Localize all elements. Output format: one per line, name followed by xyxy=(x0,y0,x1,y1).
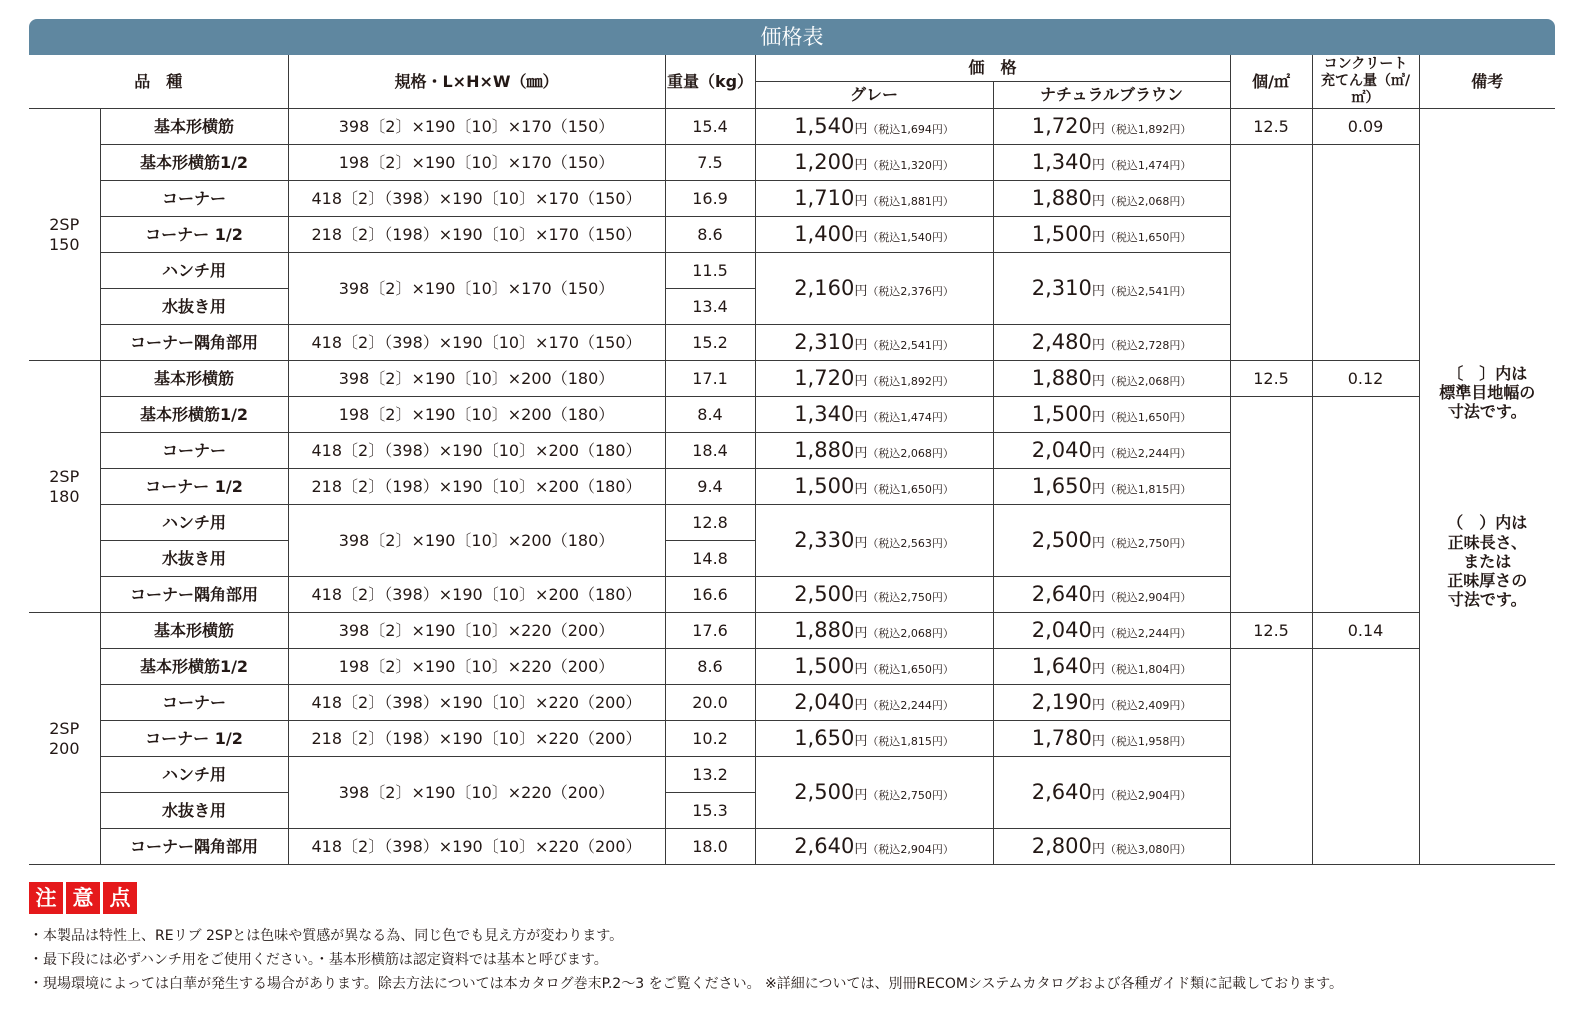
price-brown xyxy=(993,649,1230,685)
spec-cell: 418〔2〕（398）×190〔10〕×220（200） xyxy=(288,685,665,721)
table-row xyxy=(29,649,1555,685)
price-unit: 円 xyxy=(1091,373,1105,389)
fill-amount-empty xyxy=(1312,649,1419,865)
price-tax-included: （税込1,892円） xyxy=(867,374,954,388)
per-m2-cell: 12.5 xyxy=(1230,109,1312,145)
price-brown xyxy=(993,361,1230,397)
spec-cell: 218〔2〕（198）×190〔10〕×170（150） xyxy=(288,217,665,253)
price-tax-included: （税込1,474円） xyxy=(867,410,954,424)
price-gray xyxy=(755,433,993,469)
weight-cell: 10.2 xyxy=(665,721,755,757)
price-value: 1,780 xyxy=(1031,725,1092,750)
price-value: 2,800 xyxy=(1031,833,1092,858)
price-value: 2,310 xyxy=(1031,275,1092,300)
price-brown xyxy=(993,181,1230,217)
spec-cell: 198〔2〕×190〔10〕×200（180） xyxy=(288,397,665,433)
price-gray xyxy=(755,505,993,577)
price-value: 1,500 xyxy=(794,653,855,678)
price-tax-included: （税込2,750円） xyxy=(867,590,954,604)
price-unit: 円 xyxy=(854,157,868,173)
weight-cell: 20.0 xyxy=(665,685,755,721)
price-tax-included: （税込2,409円） xyxy=(1104,698,1192,712)
price-value: 2,640 xyxy=(1031,581,1092,606)
price-value: 1,650 xyxy=(794,725,855,750)
weight-cell: 13.4 xyxy=(665,289,755,325)
price-value: 1,710 xyxy=(794,185,855,210)
price-tax-included: （税込2,904円） xyxy=(1104,788,1192,802)
spec-cell: 418〔2〕（398）×190〔10〕×200（180） xyxy=(288,433,665,469)
table-row xyxy=(29,397,1555,433)
price-value: 2,190 xyxy=(1031,689,1092,714)
price-value: 2,160 xyxy=(794,275,855,300)
price-unit: 円 xyxy=(854,661,868,677)
price-brown xyxy=(993,109,1230,145)
price-value: 1,880 xyxy=(1031,185,1092,210)
product-name: コーナー 1/2 xyxy=(100,721,288,757)
price-gray xyxy=(755,361,993,397)
weight-cell: 8.6 xyxy=(665,217,755,253)
price-unit: 円 xyxy=(854,481,868,497)
header-brown: ナチュラルブラウン xyxy=(993,82,1230,109)
weight-cell: 18.0 xyxy=(665,829,755,865)
note-line: ・最下段には必ずハンチ用をご使用ください。・基本形横筋は認定資料では基本と呼びます。 xyxy=(29,952,608,968)
price-unit: 円 xyxy=(1091,337,1105,353)
product-name: コーナー 1/2 xyxy=(100,217,288,253)
price-unit: 円 xyxy=(1091,121,1105,137)
price-unit: 円 xyxy=(1091,841,1105,857)
price-tax-included: （税込1,650円） xyxy=(1104,230,1192,244)
price-tax-included: （税込2,244円） xyxy=(1104,626,1192,640)
note-line: ・現場環境によっては白華が発生する場合があります。除去方法については本カタログ巻末P.2〜3 をご覧ください。 ※詳細については、別冊RECOMシステムカタログおよび各種ガイド類に記載しております。 xyxy=(29,976,1343,992)
per-m2-cell: 12.5 xyxy=(1230,361,1312,397)
price-value: 1,500 xyxy=(1031,221,1092,246)
price-value: 2,640 xyxy=(794,833,855,858)
price-value: 2,500 xyxy=(794,581,855,606)
remarks-cell xyxy=(1419,109,1555,865)
price-gray xyxy=(755,181,993,217)
price-tax-included: （税込2,068円） xyxy=(1104,194,1192,208)
price-tax-included: （税込1,474円） xyxy=(1104,158,1192,172)
product-group-size: 150 xyxy=(48,234,80,254)
price-unit: 円 xyxy=(854,625,868,641)
remarks-line: 正味厚さの xyxy=(1447,570,1528,590)
price-tax-included: （税込2,244円） xyxy=(1104,446,1192,460)
price-value: 1,400 xyxy=(794,221,855,246)
price-value: 1,720 xyxy=(794,365,855,390)
weight-cell: 11.5 xyxy=(665,253,755,289)
caution-char: 意 xyxy=(66,882,100,914)
weight-cell: 17.1 xyxy=(665,361,755,397)
price-value: 2,480 xyxy=(1031,329,1092,354)
table-row xyxy=(29,613,1555,649)
price-unit: 円 xyxy=(854,787,868,803)
price-unit: 円 xyxy=(854,121,868,137)
price-value: 1,720 xyxy=(1031,113,1092,138)
note-line: ・本製品は特性上、REリブ 2SPとは色味や質感が異なる為、同じ色でも見え方が変わります。 xyxy=(29,928,624,944)
price-tax-included: （税込1,804円） xyxy=(1104,662,1192,676)
weight-cell: 8.6 xyxy=(665,649,755,685)
table-row xyxy=(29,145,1555,181)
price-tax-included: （税込2,750円） xyxy=(867,788,954,802)
price-gray xyxy=(755,757,993,829)
product-group xyxy=(29,361,100,613)
price-unit: 円 xyxy=(1091,409,1105,425)
price-tax-included: （税込2,541円） xyxy=(1104,284,1192,298)
price-tax-included: （税込1,815円） xyxy=(1104,482,1192,496)
spec-cell: 198〔2〕×190〔10〕×220（200） xyxy=(288,649,665,685)
price-unit: 円 xyxy=(854,445,868,461)
spec-cell: 418〔2〕（398）×190〔10〕×220（200） xyxy=(288,829,665,865)
price-brown xyxy=(993,145,1230,181)
price-value: 1,880 xyxy=(794,437,855,462)
price-value: 1,880 xyxy=(1031,365,1092,390)
price-unit: 円 xyxy=(1091,733,1105,749)
price-value: 1,880 xyxy=(794,617,855,642)
product-name: 水抜き用 xyxy=(100,289,288,325)
price-unit: 円 xyxy=(854,283,868,299)
price-unit: 円 xyxy=(854,733,868,749)
price-gray xyxy=(755,685,993,721)
price-tax-included: （税込1,892円） xyxy=(1104,122,1192,136)
price-unit: 円 xyxy=(1091,625,1105,641)
product-name: コーナー隅角部用 xyxy=(100,829,288,865)
price-brown xyxy=(993,505,1230,577)
weight-cell: 14.8 xyxy=(665,541,755,577)
price-unit: 円 xyxy=(854,229,868,245)
product-name: ハンチ用 xyxy=(100,757,288,793)
price-tax-included: （税込1,881円） xyxy=(867,194,954,208)
price-brown xyxy=(993,613,1230,649)
notes-list xyxy=(29,924,1549,996)
product-name: 基本形横筋1/2 xyxy=(100,397,288,433)
price-gray xyxy=(755,613,993,649)
product-name: 水抜き用 xyxy=(100,793,288,829)
header-remarks: 備考 xyxy=(1419,55,1555,109)
weight-cell: 16.9 xyxy=(665,181,755,217)
price-brown xyxy=(993,685,1230,721)
product-name: 基本形横筋 xyxy=(100,613,288,649)
price-tax-included: （税込3,080円） xyxy=(1104,842,1192,856)
price-table-body xyxy=(29,109,1555,865)
remarks-line: 寸法です。 xyxy=(1447,590,1527,610)
product-name: 基本形横筋 xyxy=(100,361,288,397)
price-tax-included: （税込2,750円） xyxy=(1104,536,1192,550)
weight-cell: 9.4 xyxy=(665,469,755,505)
fill-amount-cell: 0.14 xyxy=(1312,613,1419,649)
price-tax-included: （税込2,068円） xyxy=(1104,374,1192,388)
weight-cell: 13.2 xyxy=(665,757,755,793)
product-name: コーナー 1/2 xyxy=(100,469,288,505)
price-table-title: 価格表 xyxy=(29,19,1555,55)
per-m2-empty xyxy=(1230,397,1312,613)
price-unit: 円 xyxy=(1091,661,1105,677)
fill-amount-cell: 0.12 xyxy=(1312,361,1419,397)
product-name: コーナー xyxy=(100,433,288,469)
price-brown xyxy=(993,397,1230,433)
price-value: 2,500 xyxy=(1031,527,1092,552)
price-unit: 円 xyxy=(854,697,868,713)
fill-amount-empty xyxy=(1312,397,1419,613)
price-table xyxy=(29,55,1555,865)
price-value: 2,500 xyxy=(794,779,855,804)
price-gray xyxy=(755,109,993,145)
price-unit: 円 xyxy=(854,337,868,353)
price-unit: 円 xyxy=(1091,229,1105,245)
price-gray xyxy=(755,829,993,865)
price-value: 1,640 xyxy=(1031,653,1092,678)
price-tax-included: （税込2,904円） xyxy=(867,842,954,856)
spec-cell: 418〔2〕（398）×190〔10〕×200（180） xyxy=(288,577,665,613)
remarks-note-joint xyxy=(1420,364,1556,422)
price-unit: 円 xyxy=(854,373,868,389)
product-group-size: 200 xyxy=(48,738,80,758)
price-brown xyxy=(993,325,1230,361)
price-unit: 円 xyxy=(1091,697,1105,713)
price-unit: 円 xyxy=(1091,445,1105,461)
remarks-line: または xyxy=(1463,551,1512,571)
table-row xyxy=(29,109,1555,145)
price-brown xyxy=(993,721,1230,757)
price-gray xyxy=(755,721,993,757)
caution-char: 点 xyxy=(103,882,137,914)
spec-cell: 218〔2〕（198）×190〔10〕×220（200） xyxy=(288,721,665,757)
header-spec: 規格・L×H×W（㎜） xyxy=(288,55,665,109)
weight-cell: 7.5 xyxy=(665,145,755,181)
header-gray: グレー xyxy=(755,82,993,109)
header-price: 価 格 xyxy=(755,55,1230,82)
price-tax-included: （税込1,694円） xyxy=(867,122,954,136)
header-type: 品 種 xyxy=(29,55,288,109)
caution-char: 注 xyxy=(29,882,63,914)
price-brown xyxy=(993,253,1230,325)
header-fill-line1: コンクリート xyxy=(1323,56,1408,73)
price-value: 2,040 xyxy=(794,689,855,714)
price-value: 2,330 xyxy=(794,527,855,552)
price-brown xyxy=(993,757,1230,829)
weight-cell: 15.4 xyxy=(665,109,755,145)
price-tax-included: （税込1,650円） xyxy=(867,482,954,496)
per-m2-empty xyxy=(1230,649,1312,865)
price-value: 1,200 xyxy=(794,149,855,174)
price-brown xyxy=(993,217,1230,253)
price-tax-included: （税込1,958円） xyxy=(1104,734,1192,748)
price-value: 1,340 xyxy=(794,401,855,426)
product-name: 基本形横筋1/2 xyxy=(100,145,288,181)
price-brown xyxy=(993,433,1230,469)
product-name: コーナー隅角部用 xyxy=(100,325,288,361)
remarks-note-net xyxy=(1420,513,1556,609)
spec-cell: 218〔2〕（198）×190〔10〕×200（180） xyxy=(288,469,665,505)
spec-cell: 398〔2〕×190〔10〕×170（150） xyxy=(288,253,665,325)
price-gray xyxy=(755,145,993,181)
spec-cell: 418〔2〕（398）×190〔10〕×170（150） xyxy=(288,325,665,361)
price-gray xyxy=(755,469,993,505)
price-tax-included: （税込2,068円） xyxy=(867,626,954,640)
header-per-m2: 個/㎡ xyxy=(1230,55,1312,109)
price-unit: 円 xyxy=(1091,283,1105,299)
header-weight: 重量（kg） xyxy=(665,55,755,109)
price-unit: 円 xyxy=(854,409,868,425)
product-group-name: 2SP xyxy=(49,467,80,487)
price-unit: 円 xyxy=(854,841,868,857)
price-unit: 円 xyxy=(1091,157,1105,173)
caution-label xyxy=(29,882,137,914)
header-fill xyxy=(1312,55,1419,109)
product-group-size: 180 xyxy=(48,486,80,506)
weight-cell: 16.6 xyxy=(665,577,755,613)
table-row xyxy=(29,361,1555,397)
remarks-line: 〔 〕内は xyxy=(1447,363,1528,383)
product-group-name: 2SP xyxy=(49,719,80,739)
per-m2-cell: 12.5 xyxy=(1230,613,1312,649)
price-brown xyxy=(993,469,1230,505)
product-group xyxy=(29,613,100,865)
product-group-name: 2SP xyxy=(49,215,80,235)
weight-cell: 18.4 xyxy=(665,433,755,469)
weight-cell: 8.4 xyxy=(665,397,755,433)
price-value: 2,040 xyxy=(1031,437,1092,462)
product-name: ハンチ用 xyxy=(100,253,288,289)
spec-cell: 398〔2〕×190〔10〕×200（180） xyxy=(288,505,665,577)
price-unit: 円 xyxy=(854,589,868,605)
fill-amount-cell: 0.09 xyxy=(1312,109,1419,145)
weight-cell: 17.6 xyxy=(665,613,755,649)
price-value: 2,040 xyxy=(1031,617,1092,642)
price-unit: 円 xyxy=(1091,193,1105,209)
price-value: 1,500 xyxy=(1031,401,1092,426)
product-name: コーナー xyxy=(100,181,288,217)
price-tax-included: （税込2,728円） xyxy=(1104,338,1192,352)
price-tax-included: （税込2,541円） xyxy=(867,338,954,352)
product-name: 水抜き用 xyxy=(100,541,288,577)
price-gray xyxy=(755,577,993,613)
header-fill-line2: 充てん量（㎥/㎡） xyxy=(1320,73,1411,106)
price-gray xyxy=(755,217,993,253)
product-name: 基本形横筋 xyxy=(100,109,288,145)
price-gray xyxy=(755,397,993,433)
remarks-line: 正味長さ、 xyxy=(1447,532,1527,552)
price-value: 2,640 xyxy=(1031,779,1092,804)
remarks-line: 標準目地幅の xyxy=(1439,382,1536,402)
product-group xyxy=(29,109,100,361)
price-value: 1,340 xyxy=(1031,149,1092,174)
price-value: 1,500 xyxy=(794,473,855,498)
price-gray xyxy=(755,325,993,361)
price-unit: 円 xyxy=(1091,535,1105,551)
product-name: ハンチ用 xyxy=(100,505,288,541)
spec-cell: 398〔2〕×190〔10〕×220（200） xyxy=(288,613,665,649)
price-brown xyxy=(993,577,1230,613)
spec-cell: 398〔2〕×190〔10〕×220（200） xyxy=(288,757,665,829)
weight-cell: 15.3 xyxy=(665,793,755,829)
price-unit: 円 xyxy=(1091,589,1105,605)
weight-cell: 15.2 xyxy=(665,325,755,361)
spec-cell: 398〔2〕×190〔10〕×170（150） xyxy=(288,109,665,145)
price-unit: 円 xyxy=(854,193,868,209)
product-name: 基本形横筋1/2 xyxy=(100,649,288,685)
product-name: コーナー xyxy=(100,685,288,721)
price-unit: 円 xyxy=(1091,481,1105,497)
spec-cell: 398〔2〕×190〔10〕×200（180） xyxy=(288,361,665,397)
remarks-line: 寸法です。 xyxy=(1447,402,1527,422)
price-value: 1,540 xyxy=(794,113,855,138)
remarks-line: （ ）内は xyxy=(1447,513,1528,533)
price-tax-included: （税込1,540円） xyxy=(867,230,954,244)
spec-cell: 198〔2〕×190〔10〕×170（150） xyxy=(288,145,665,181)
price-tax-included: （税込1,650円） xyxy=(867,662,954,676)
price-unit: 円 xyxy=(854,535,868,551)
price-tax-included: （税込2,068円） xyxy=(867,446,954,460)
price-value: 2,310 xyxy=(794,329,855,354)
price-tax-included: （税込1,815円） xyxy=(867,734,954,748)
weight-cell: 12.8 xyxy=(665,505,755,541)
price-tax-included: （税込2,244円） xyxy=(867,698,954,712)
price-value: 1,650 xyxy=(1031,473,1092,498)
price-gray xyxy=(755,253,993,325)
price-tax-included: （税込1,320円） xyxy=(867,158,954,172)
price-tax-included: （税込2,376円） xyxy=(867,284,954,298)
price-brown xyxy=(993,829,1230,865)
remarks-spacer xyxy=(1420,421,1556,513)
price-tax-included: （税込2,563円） xyxy=(867,536,954,550)
fill-amount-empty xyxy=(1312,145,1419,361)
product-name: コーナー隅角部用 xyxy=(100,577,288,613)
spec-cell: 418〔2〕（398）×190〔10〕×170（150） xyxy=(288,181,665,217)
price-tax-included: （税込1,650円） xyxy=(1104,410,1192,424)
per-m2-empty xyxy=(1230,145,1312,361)
price-tax-included: （税込2,904円） xyxy=(1104,590,1192,604)
price-unit: 円 xyxy=(1091,787,1105,803)
price-gray xyxy=(755,649,993,685)
